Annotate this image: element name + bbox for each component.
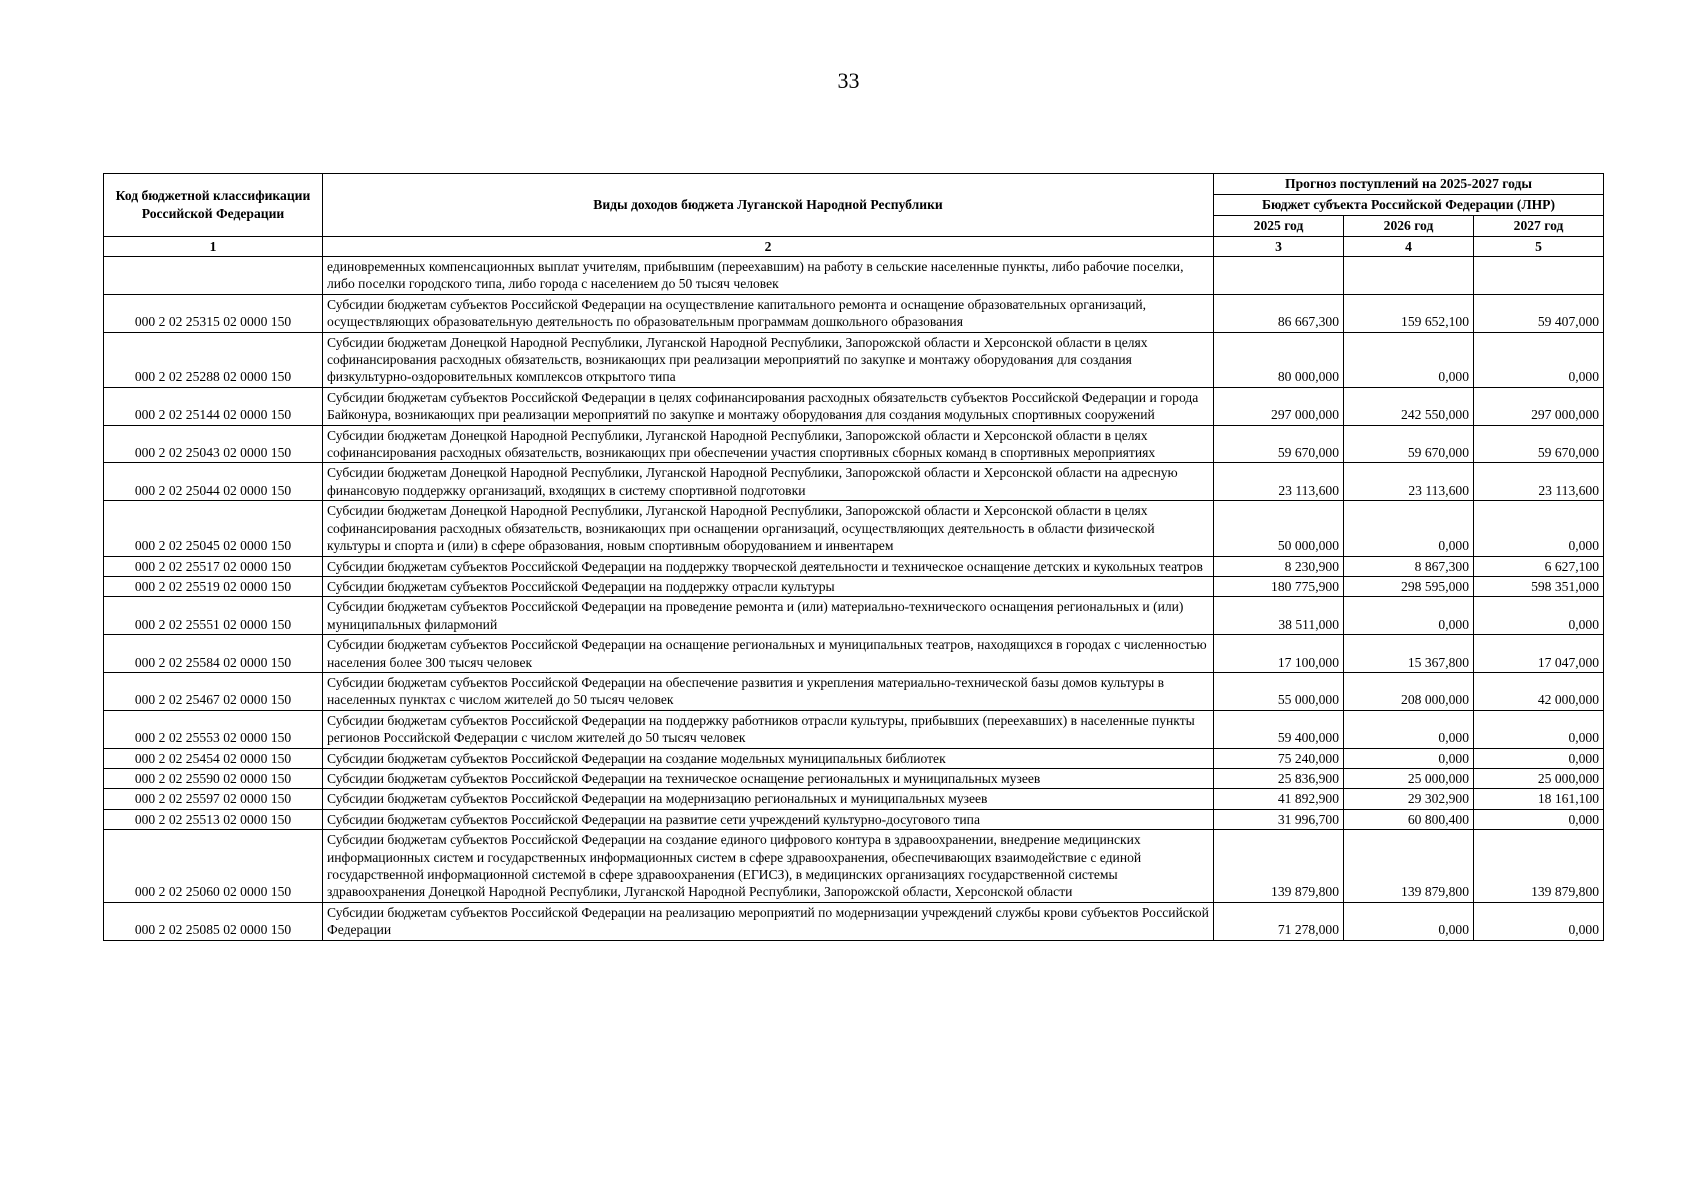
- forecast-2025: 8 230,900: [1214, 556, 1344, 576]
- table-row: [104, 332, 1604, 387]
- forecast-2025: [1214, 257, 1344, 295]
- table-row: [104, 809, 1604, 829]
- budget-code: 000 2 02 25551 02 0000 150: [104, 597, 323, 635]
- forecast-2025: 50 000,000: [1214, 501, 1344, 556]
- revenue-description: Субсидии бюджетам субъектов Российской Федерации на создание модельных муниципальных библиотек: [323, 748, 1214, 768]
- budget-code: 000 2 02 25043 02 0000 150: [104, 425, 323, 463]
- forecast-2027: 17 047,000: [1474, 635, 1604, 673]
- budget-code: 000 2 02 25085 02 0000 150: [104, 902, 323, 940]
- header-description-column: Виды доходов бюджета Луганской Народной Республики: [323, 174, 1214, 237]
- forecast-2025: 31 996,700: [1214, 809, 1344, 829]
- forecast-2026: 0,000: [1344, 597, 1474, 635]
- forecast-2026: 298 595,000: [1344, 576, 1474, 596]
- forecast-2027: 0,000: [1474, 902, 1604, 940]
- revenue-description: Субсидии бюджетам субъектов Российской Федерации на создание единого цифрового контура в здравоохранении, внедрение медицинских информационных систем и государственных информационных систем в сфере здравоохранения, обеспечивающих взаимодействие с единой государственной информационной системой в сфере здравоохранения (ЕГИСЗ), в медицинских организациях государственной системы здравоохранения Донецкой Народной Республики, Луганской Народной Республики, Запорожской области, Херсонской области: [323, 830, 1214, 903]
- forecast-2026: 23 113,600: [1344, 463, 1474, 501]
- table-row: [104, 830, 1604, 903]
- forecast-2027: 23 113,600: [1474, 463, 1604, 501]
- revenue-description: Субсидии бюджетам Донецкой Народной Республики, Луганской Народной Республики, Запорожской области и Херсонской области в целях софинансирования расходных обязательств, возникающих при реализации мероприятий по закупке и монтажу оборудования для создания физкультурно-оздоровительных комплексов открытого типа: [323, 332, 1214, 387]
- revenue-description: Субсидии бюджетам субъектов Российской Федерации на оснащение региональных и муниципальных театров, находящихся в городах с численностью населения более 300 тысяч человек: [323, 635, 1214, 673]
- table-row: [104, 257, 1604, 295]
- budget-code: [104, 257, 323, 295]
- table-row: [104, 710, 1604, 748]
- forecast-2026: 25 000,000: [1344, 768, 1474, 788]
- table-row: [104, 789, 1604, 809]
- forecast-2027: 42 000,000: [1474, 672, 1604, 710]
- forecast-2025: 55 000,000: [1214, 672, 1344, 710]
- forecast-2026: 15 367,800: [1344, 635, 1474, 673]
- header-year-2026: 2026 год: [1344, 216, 1474, 237]
- revenue-description: Субсидии бюджетам субъектов Российской Федерации на техническое оснащение региональных и муниципальных музеев: [323, 768, 1214, 788]
- forecast-2027: 0,000: [1474, 332, 1604, 387]
- table-row: [104, 576, 1604, 596]
- forecast-2027: 0,000: [1474, 597, 1604, 635]
- budget-code: 000 2 02 25590 02 0000 150: [104, 768, 323, 788]
- forecast-2025: 75 240,000: [1214, 748, 1344, 768]
- forecast-2027: 59 407,000: [1474, 294, 1604, 332]
- budget-code: 000 2 02 25044 02 0000 150: [104, 463, 323, 501]
- forecast-2026: 208 000,000: [1344, 672, 1474, 710]
- revenue-description: Субсидии бюджетам Донецкой Народной Республики, Луганской Народной Республики, Запорожской области и Херсонской области в целях софинансирования расходных обязательств, возникающих при обеспечении участия спортивных сборных команд в спортивных мероприятиях: [323, 425, 1214, 463]
- forecast-2026: [1344, 257, 1474, 295]
- forecast-2026: 159 652,100: [1344, 294, 1474, 332]
- column-number: 2: [323, 237, 1214, 257]
- revenue-description: Субсидии бюджетам субъектов Российской Федерации на осуществление капитального ремонта и оснащение образовательных организаций, осуществляющих образовательную деятельность по образовательным программам дошкольного образования: [323, 294, 1214, 332]
- forecast-2026: 59 670,000: [1344, 425, 1474, 463]
- forecast-2027: 0,000: [1474, 748, 1604, 768]
- forecast-2025: 139 879,800: [1214, 830, 1344, 903]
- budget-code: 000 2 02 25519 02 0000 150: [104, 576, 323, 596]
- table-row: [104, 768, 1604, 788]
- revenue-description: Субсидии бюджетам субъектов Российской Федерации на модернизацию региональных и муниципальных музеев: [323, 789, 1214, 809]
- budget-code: 000 2 02 25060 02 0000 150: [104, 830, 323, 903]
- table-header: [104, 174, 1604, 257]
- budget-code: 000 2 02 25454 02 0000 150: [104, 748, 323, 768]
- table-row: [104, 294, 1604, 332]
- column-number: 1: [104, 237, 323, 257]
- budget-code: 000 2 02 25553 02 0000 150: [104, 710, 323, 748]
- forecast-2026: 242 550,000: [1344, 387, 1474, 425]
- forecast-2027: 6 627,100: [1474, 556, 1604, 576]
- budget-code: 000 2 02 25315 02 0000 150: [104, 294, 323, 332]
- forecast-2025: 71 278,000: [1214, 902, 1344, 940]
- budget-code: 000 2 02 25517 02 0000 150: [104, 556, 323, 576]
- revenue-description: Субсидии бюджетам субъектов Российской Федерации на обеспечение развития и укрепления материально-технической базы домов культуры в населенных пунктах с числом жителей до 50 тысяч человек: [323, 672, 1214, 710]
- forecast-2027: 18 161,100: [1474, 789, 1604, 809]
- forecast-2025: 38 511,000: [1214, 597, 1344, 635]
- header-forecast: Прогноз поступлений на 2025-2027 годы: [1214, 174, 1604, 195]
- column-number: 5: [1474, 237, 1604, 257]
- forecast-2027: 25 000,000: [1474, 768, 1604, 788]
- budget-code: 000 2 02 25288 02 0000 150: [104, 332, 323, 387]
- budget-code: 000 2 02 25513 02 0000 150: [104, 809, 323, 829]
- forecast-2025: 25 836,900: [1214, 768, 1344, 788]
- budget-code: 000 2 02 25045 02 0000 150: [104, 501, 323, 556]
- revenue-description: Субсидии бюджетам субъектов Российской Федерации на реализацию мероприятий по модернизации учреждений службы крови субъектов Российской Федерации: [323, 902, 1214, 940]
- forecast-2026: 0,000: [1344, 501, 1474, 556]
- forecast-2026: 29 302,900: [1344, 789, 1474, 809]
- forecast-2026: 8 867,300: [1344, 556, 1474, 576]
- column-number: 4: [1344, 237, 1474, 257]
- table-row: [104, 501, 1604, 556]
- forecast-2027: 297 000,000: [1474, 387, 1604, 425]
- forecast-2025: 80 000,000: [1214, 332, 1344, 387]
- forecast-2025: 23 113,600: [1214, 463, 1344, 501]
- forecast-2025: 59 670,000: [1214, 425, 1344, 463]
- column-number: 3: [1214, 237, 1344, 257]
- forecast-2026: 0,000: [1344, 710, 1474, 748]
- table-row: [104, 463, 1604, 501]
- header-budget: Бюджет субъекта Российской Федерации (ЛНР): [1214, 195, 1604, 216]
- forecast-2025: 41 892,900: [1214, 789, 1344, 809]
- budget-code: 000 2 02 25584 02 0000 150: [104, 635, 323, 673]
- forecast-2025: 180 775,900: [1214, 576, 1344, 596]
- forecast-2026: 0,000: [1344, 902, 1474, 940]
- forecast-2025: 297 000,000: [1214, 387, 1344, 425]
- revenue-description: единовременных компенсационных выплат учителям, прибывшим (переехавшим) на работу в сельские населенные пункты, либо рабочие поселки, либо поселки городского типа, либо города с населением до 50 тысяч человек: [323, 257, 1214, 295]
- revenue-description: Субсидии бюджетам субъектов Российской Федерации на поддержку отрасли культуры: [323, 576, 1214, 596]
- forecast-2026: 0,000: [1344, 332, 1474, 387]
- table-row: [104, 387, 1604, 425]
- table-row: [104, 672, 1604, 710]
- table-row: [104, 597, 1604, 635]
- forecast-2025: 17 100,000: [1214, 635, 1344, 673]
- forecast-2027: [1474, 257, 1604, 295]
- table-body: [104, 257, 1604, 941]
- budget-code: 000 2 02 25467 02 0000 150: [104, 672, 323, 710]
- budget-code: 000 2 02 25144 02 0000 150: [104, 387, 323, 425]
- page-number: 33: [837, 68, 860, 93]
- table-row: [104, 556, 1604, 576]
- revenue-description: Субсидии бюджетам субъектов Российской Федерации на поддержку творческой деятельности и техническое оснащение детских и кукольных театров: [323, 556, 1214, 576]
- revenue-description: Субсидии бюджетам субъектов Российской Федерации на проведение ремонта и (или) материально-технического оснащения региональных и (или) муниципальных филармоний: [323, 597, 1214, 635]
- forecast-2027: 0,000: [1474, 809, 1604, 829]
- revenue-description: Субсидии бюджетам Донецкой Народной Республики, Луганской Народной Республики, Запорожской области и Херсонской области на адресную финансовую поддержку организаций, входящих в систему спортивной подготовки: [323, 463, 1214, 501]
- budget-code: 000 2 02 25597 02 0000 150: [104, 789, 323, 809]
- forecast-2027: 0,000: [1474, 710, 1604, 748]
- forecast-2027: 0,000: [1474, 501, 1604, 556]
- forecast-2027: 59 670,000: [1474, 425, 1604, 463]
- table-row: [104, 748, 1604, 768]
- table-row: [104, 902, 1604, 940]
- forecast-2026: 60 800,400: [1344, 809, 1474, 829]
- revenue-description: Субсидии бюджетам субъектов Российской Федерации на поддержку работников отрасли культуры, прибывших (переехавших) в населенные пункты регионов Российской Федерации с числом жителей до 50 тысяч человек: [323, 710, 1214, 748]
- forecast-2027: 598 351,000: [1474, 576, 1604, 596]
- header-code-column: Код бюджетной классификации Российской Федерации: [104, 174, 323, 237]
- header-year-2025: 2025 год: [1214, 216, 1344, 237]
- forecast-2026: 139 879,800: [1344, 830, 1474, 903]
- revenue-description: Субсидии бюджетам субъектов Российской Федерации на развитие сети учреждений культурно-досугового типа: [323, 809, 1214, 829]
- table-row: [104, 635, 1604, 673]
- forecast-2025: 59 400,000: [1214, 710, 1344, 748]
- header-year-2027: 2027 год: [1474, 216, 1604, 237]
- table-row: [104, 425, 1604, 463]
- forecast-2025: 86 667,300: [1214, 294, 1344, 332]
- revenue-description: Субсидии бюджетам субъектов Российской Федерации в целях софинансирования расходных обязательств субъектов Российской Федерации и города Байконура, возникающих при реализации мероприятий по закупке и монтажу оборудования для создания модульных спортивных сооружений: [323, 387, 1214, 425]
- revenue-description: Субсидии бюджетам Донецкой Народной Республики, Луганской Народной Республики, Запорожской области и Херсонской области в целях софинансирования расходных обязательств, возникающих при оснащении организаций, осуществляющих деятельность в области физической культуры и спорта и (или) в сфере образования, новым спортивным оборудованием и инвентарем: [323, 501, 1214, 556]
- forecast-2026: 0,000: [1344, 748, 1474, 768]
- forecast-2027: 139 879,800: [1474, 830, 1604, 903]
- budget-revenue-table: [103, 173, 1604, 941]
